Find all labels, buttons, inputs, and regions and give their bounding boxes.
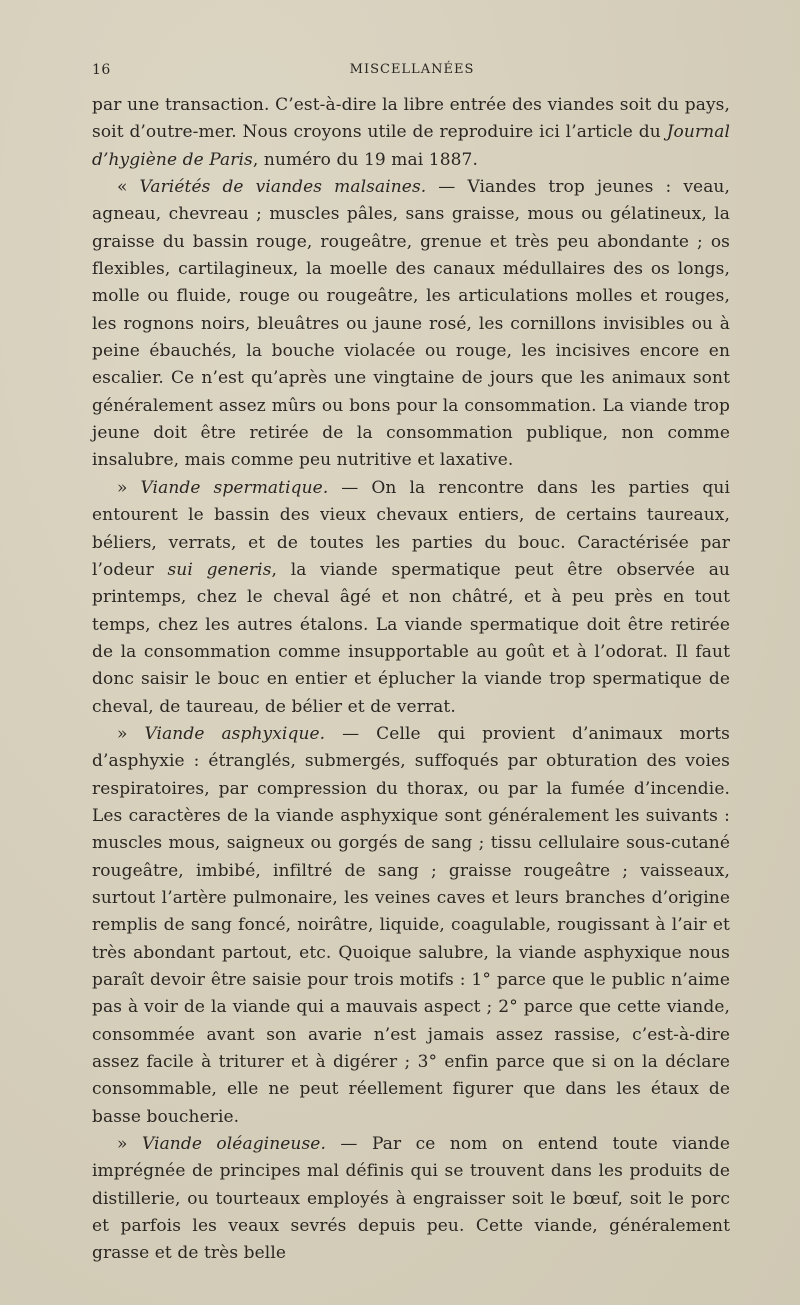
section-title-asphyxique: Viande asphyxique.: [144, 723, 326, 744]
paragraph-varietes: [92, 174, 730, 475]
section-title-oleagineuse: Viande oléagineuse.: [141, 1134, 326, 1155]
quote-mark: «: [117, 177, 140, 198]
page-number: 16: [92, 62, 111, 78]
paragraph-text: — Par ce nom on entend toute viande imprégnée de principes mal définis qui se trouvent dans les produits de distillerie, ou tourteaux employés à engraisser soit le bœuf, soit le porc et parfois les veaux sevrés depuis peu. Cette viande, généralement grasse et de très belle: [92, 1134, 730, 1264]
section-title-spermatique: Viande spermatique.: [140, 477, 329, 498]
paragraph-text: — On la rencontre dans les parties qui entourent le bassin des vieux chevaux entiers, de certains taureaux, béliers, verrats, et de toutes les parties du bouc. Caractérisée par l’odeur: [92, 477, 730, 580]
sui-generis: sui generis: [167, 559, 272, 580]
paragraph-intro: [92, 92, 730, 174]
paragraph-text: — Celle qui provient d’animaux morts d’asphyxie : étranglés, submergés, suffoqués par obturation des voies respiratoires, par compression du thorax, ou par la fumée d’incendie. Les caractères de la viande asphyxique sont généralement les suivants : muscles mous, saigneux ou gorgés de sang ; tissu cellulaire sous-cutané rougeâtre, imbibé, infiltré de sang ; graisse rougeâtre ; vaisseaux, surtout l’artère pulmonaire, les veines caves et leurs branches d’origine remplis de sang foncé, noirâtre, liquide, coagulable, rougissant à l’air et très abondant partout, etc. Quoique salubre, la viande asphyxique nous paraît devoir être saisie pour trois motifs : 1° parce que le public n’aime pas à voir de la viande qui a mauvais aspect ; 2° parce que cette viande, consommée avant son avarie n’est jamais assez rassise, c’est-à-dire assez facile à triturer et à digérer ; 3° enfin parce que si on la déclare consommable, elle ne peut réellement figurer que dans les étaux de basse boucherie.: [92, 723, 730, 1127]
body-text: [92, 92, 730, 1268]
paragraph-oleagineuse: [92, 1131, 730, 1268]
running-title: MISCELLANÉES: [349, 62, 475, 77]
paragraph-spermatique: [92, 475, 730, 721]
quote-mark: »: [117, 1134, 142, 1155]
paragraph-asphyxique: [92, 721, 730, 1131]
quote-mark: »: [117, 477, 141, 498]
journal-title: Journal d’hygiène de Paris: [92, 122, 730, 170]
quote-mark: »: [117, 723, 145, 744]
paragraph-text: , numéro du 19 mai 1887.: [252, 149, 478, 170]
paragraph-text: — Viandes trop jeunes : veau, agneau, chevreau ; muscles pâles, sans graisse, mous ou gélatineux, la graisse du bassin rouge, rougeâtre, grenue et très peu abondante ; os flexibles, cartilagineux, la moelle des canaux médullaires des os longs, molle ou fluide, rouge ou rougeâtre, les articulations molles et rouges, les rognons noirs, bleuâtres ou jaune rosé, les cornillons invisibles ou à peine ébauchés, la bouche violacée ou rouge, les incisives encore en escalier. Ce n’est qu’après une vingtaine de jours que les animaux sont généralement assez mûrs ou bons pour la consommation. La viande trop jeune doit être retirée de la consommation publique, non comme insalubre, mais comme peu nutritive et laxative.: [92, 177, 730, 471]
paragraph-text: par une transaction. C’est-à-dire la libre entrée des viandes soit du pays, soit d’outre-mer. Nous croyons utile de reproduire ici l’article du: [92, 95, 730, 143]
running-head: [92, 62, 732, 82]
section-title-varietes: Variétés de viandes malsaines.: [139, 177, 427, 198]
paragraph-text: , la viande spermatique peut être observée au printemps, chez le cheval âgé et non châtré, et à peu près en tout temps, chez les autres étalons. La viande spermatique doit être retirée de la consommation comme insupportable au goût et à l’odorat. Il faut donc saisir le bouc en entier et éplucher la viande trop spermatique de cheval, de taureau, de bélier et de verrat.: [92, 559, 730, 717]
